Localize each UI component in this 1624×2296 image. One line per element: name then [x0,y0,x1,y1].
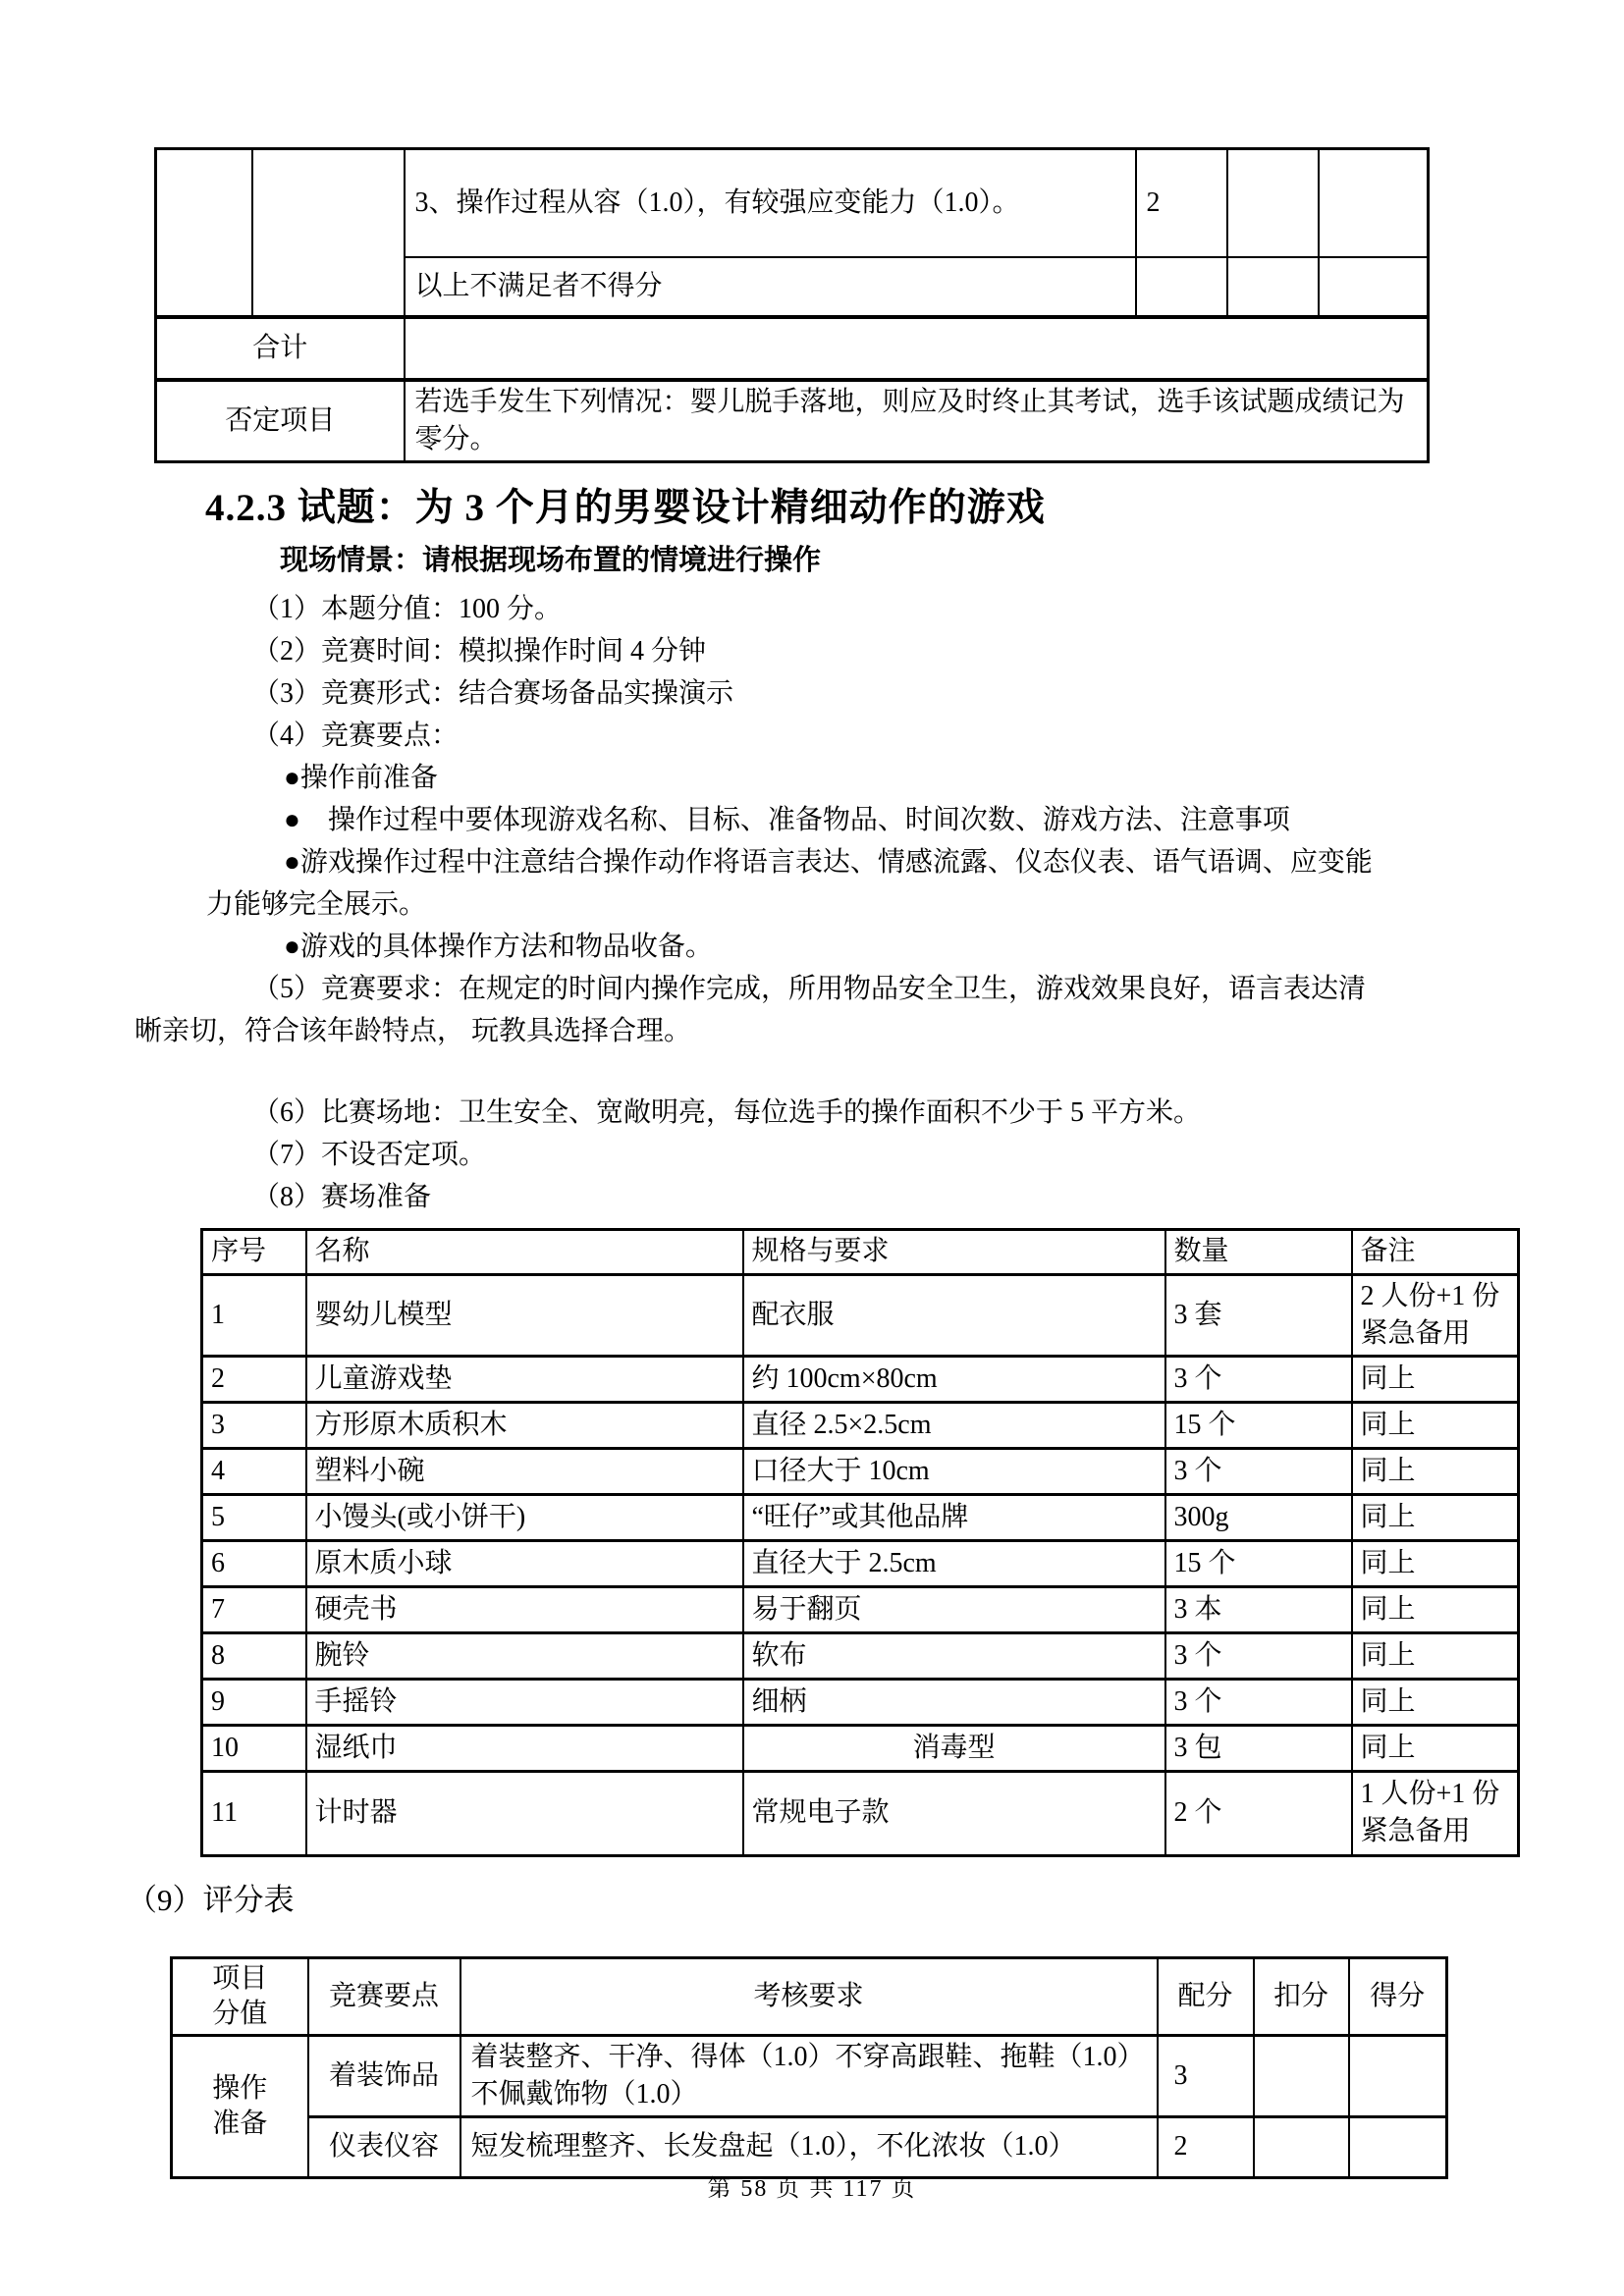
veto-label: 否定项目 [156,380,405,462]
score-summary-table [154,147,1430,463]
cell-allotted: 2 [1158,2116,1254,2177]
list-item: （3）竞赛形式：结合赛场备品实操演示 [252,677,734,709]
cell-note: 2 人份+1 份紧急备用 [1352,1274,1519,1356]
table-row [202,1771,1519,1855]
list-item-wrap: 晰亲切，符合该年龄特点， 玩教具选择合理。 [135,1015,692,1046]
cell-qty: 3 套 [1165,1274,1352,1356]
col-header-deducted: 扣分 [1254,1957,1349,2035]
empty-cell [252,149,405,317]
empty-cell [1319,257,1429,317]
spacer [135,1052,1489,1092]
cell-qty: 2 个 [1165,1771,1352,1855]
empty-cell [1319,149,1429,257]
cell-index: 9 [202,1679,306,1725]
cell-name: 硬壳书 [306,1586,743,1632]
col-header-gained: 得分 [1349,1957,1447,2035]
col-header-note: 备注 [1352,1229,1519,1274]
cell-index: 5 [202,1494,306,1540]
cell-index: 4 [202,1448,306,1494]
cell-spec: 软布 [743,1632,1165,1679]
cell-index: 3 [202,1402,306,1448]
bullet-item: ●操作前准备 [284,762,438,793]
cell-qty: 3 本 [1165,1586,1352,1632]
cell-name: 婴幼儿模型 [306,1274,743,1356]
cell-point: 着装饰品 [308,2035,460,2116]
cell-index: 6 [202,1540,306,1586]
cell-requirement: 短发梳理整齐、长发盘起（1.0），不化浓妆（1.0） [460,2116,1158,2177]
cell-name: 手摇铃 [306,1679,743,1725]
cell-note: 同上 [1352,1725,1519,1771]
cell-spec: 细柄 [743,1679,1165,1725]
cell-note: 同上 [1352,1586,1519,1632]
cell-note: 同上 [1352,1494,1519,1540]
cell-note: 同上 [1352,1679,1519,1725]
list-item: （6）比赛场地：卫生安全、宽敞明亮，每位选手的操作面积不少于 5 平方米。 [252,1096,1202,1128]
veto-row [156,380,1429,462]
col-header-allotted: 配分 [1158,1957,1254,2035]
table-row [202,1540,1519,1586]
cell-allotted: 3 [1158,2035,1254,2116]
cell-note: 同上 [1352,1356,1519,1402]
table-row [156,149,1429,257]
criteria-cell: 以上不满足者不得分 [405,257,1136,317]
list-item: （7）不设否定项。 [252,1139,487,1170]
cell-note: 同上 [1352,1448,1519,1494]
cell-index: 1 [202,1274,306,1356]
cell-name: 腕铃 [306,1632,743,1679]
cell-qty: 3 包 [1165,1725,1352,1771]
bullet-item: ●游戏的具体操作方法和物品收备。 [284,931,713,962]
empty-cell [1254,2035,1349,2116]
cell-name: 儿童游戏垫 [306,1356,743,1402]
cell-spec: 直径大于 2.5cm [743,1540,1165,1586]
total-label: 合计 [156,317,405,380]
cell-qty: 3 个 [1165,1632,1352,1679]
col-header-spec: 规格与要求 [743,1229,1165,1274]
cell-qty: 3 个 [1165,1679,1352,1725]
table-row [172,2035,1447,2116]
cell-requirement: 着装整齐、干净、得体（1.0）不穿高跟鞋、拖鞋（1.0）不佩戴饰物（1.0） [460,2035,1158,2116]
cell-spec: 配衣服 [743,1274,1165,1356]
cell-note: 同上 [1352,1540,1519,1586]
table-row [202,1679,1519,1725]
table-row [202,1448,1519,1494]
cell-name: 湿纸巾 [306,1725,743,1771]
list-item: （2）竞赛时间：模拟操作时间 4 分钟 [252,635,707,667]
scene-subtitle: 现场情景：请根据现场布置的情境进行操作 [280,544,822,576]
bullet-item-wrap: 力能够完全展示。 [206,888,427,920]
table-row [202,1274,1519,1356]
empty-cell [1227,257,1319,317]
empty-cell [405,317,1429,380]
veto-text: 若选手发生下列情况：婴儿脱手落地，则应及时终止其考试，选手该试题成绩记为零分。 [405,380,1429,462]
cell-note: 同上 [1352,1632,1519,1679]
cell-index: 2 [202,1356,306,1402]
table-row [202,1586,1519,1632]
cell-name: 塑料小碗 [306,1448,743,1494]
cell-point: 仪表仪容 [308,2116,460,2177]
venue-preparation-table [200,1228,1520,1857]
col-header-qty: 数量 [1165,1229,1352,1274]
page-number-footer: 第 58 页 共 117 页 [707,2176,917,2202]
table-row [202,1725,1519,1771]
col-header-points: 竞赛要点 [308,1957,460,2035]
score-sheet-table [170,1956,1448,2179]
list-item: （4）竞赛要点： [252,720,460,751]
table-row [202,1402,1519,1448]
cell-index: 7 [202,1586,306,1632]
cell-name: 原木质小球 [306,1540,743,1586]
score-cell: 2 [1136,149,1227,257]
table-row [202,1632,1519,1679]
cell-qty: 15 个 [1165,1540,1352,1586]
bullet-item: ●游戏操作过程中注意结合操作动作将语言表达、情感流露、仪态仪表、语气语调、应变能 [284,846,1373,878]
cell-qty: 3 个 [1165,1448,1352,1494]
cell-name: 小馒头(或小饼干) [306,1494,743,1540]
cell-spec: 易于翻页 [743,1586,1165,1632]
header-line: 分值 [212,1998,268,2029]
table-row [202,1356,1519,1402]
cell-spec: 消毒型 [743,1725,1165,1771]
cell-name: 方形原木质积木 [306,1402,743,1448]
group-line: 操作 [212,2072,268,2104]
list-item: （5）竞赛要求：在规定的时间内操作完成，所用物品安全卫生，游戏效果良好，语言表达清 [252,973,1367,1004]
cell-spec: “旺仔”或其他品牌 [743,1494,1165,1540]
header-row [202,1229,1519,1274]
col-header-item-score [172,1957,308,2035]
cell-note: 同上 [1352,1402,1519,1448]
col-header-index: 序号 [202,1229,306,1274]
cell-spec: 直径 2.5×2.5cm [743,1402,1165,1448]
bullet-item: ● 操作过程中要体现游戏名称、目标、准备物品、时间次数、游戏方法、注意事项 [284,804,1290,835]
cell-index: 8 [202,1632,306,1679]
cell-qty: 15 个 [1165,1402,1352,1448]
header-row [172,1957,1447,2035]
group-label [172,2035,308,2177]
cell-note: 1 人份+1 份紧急备用 [1352,1771,1519,1855]
cell-index: 11 [202,1771,306,1855]
list-item: （1）本题分值：100 分。 [252,593,563,624]
cell-index: 10 [202,1725,306,1771]
cell-name: 计时器 [306,1771,743,1855]
criteria-cell: 3、操作过程从容（1.0），有较强应变能力（1.0）。 [405,149,1136,257]
table-row [202,1494,1519,1540]
cell-spec: 约 100cm×80cm [743,1356,1165,1402]
cell-spec: 常规电子款 [743,1771,1165,1855]
header-line: 项目 [212,1962,268,1994]
cell-qty: 300g [1165,1494,1352,1540]
empty-cell [1349,2035,1447,2116]
section-title: 4.2.3 试题：为 3 个月的男婴设计精细动作的游戏 [205,486,1046,529]
total-row [156,317,1429,380]
empty-cell [1136,257,1227,317]
empty-cell [1227,149,1319,257]
score-sheet-heading: （9）评分表 [127,1882,295,1917]
list-item: （8）赛场准备 [252,1181,432,1212]
empty-cell [156,149,252,317]
group-line: 准备 [212,2108,268,2139]
cell-spec: 口径大于 10cm [743,1448,1165,1494]
cell-qty: 3 个 [1165,1356,1352,1402]
col-header-requirements: 考核要求 [460,1957,1158,2035]
section-body [135,588,1489,1218]
col-header-name: 名称 [306,1229,743,1274]
